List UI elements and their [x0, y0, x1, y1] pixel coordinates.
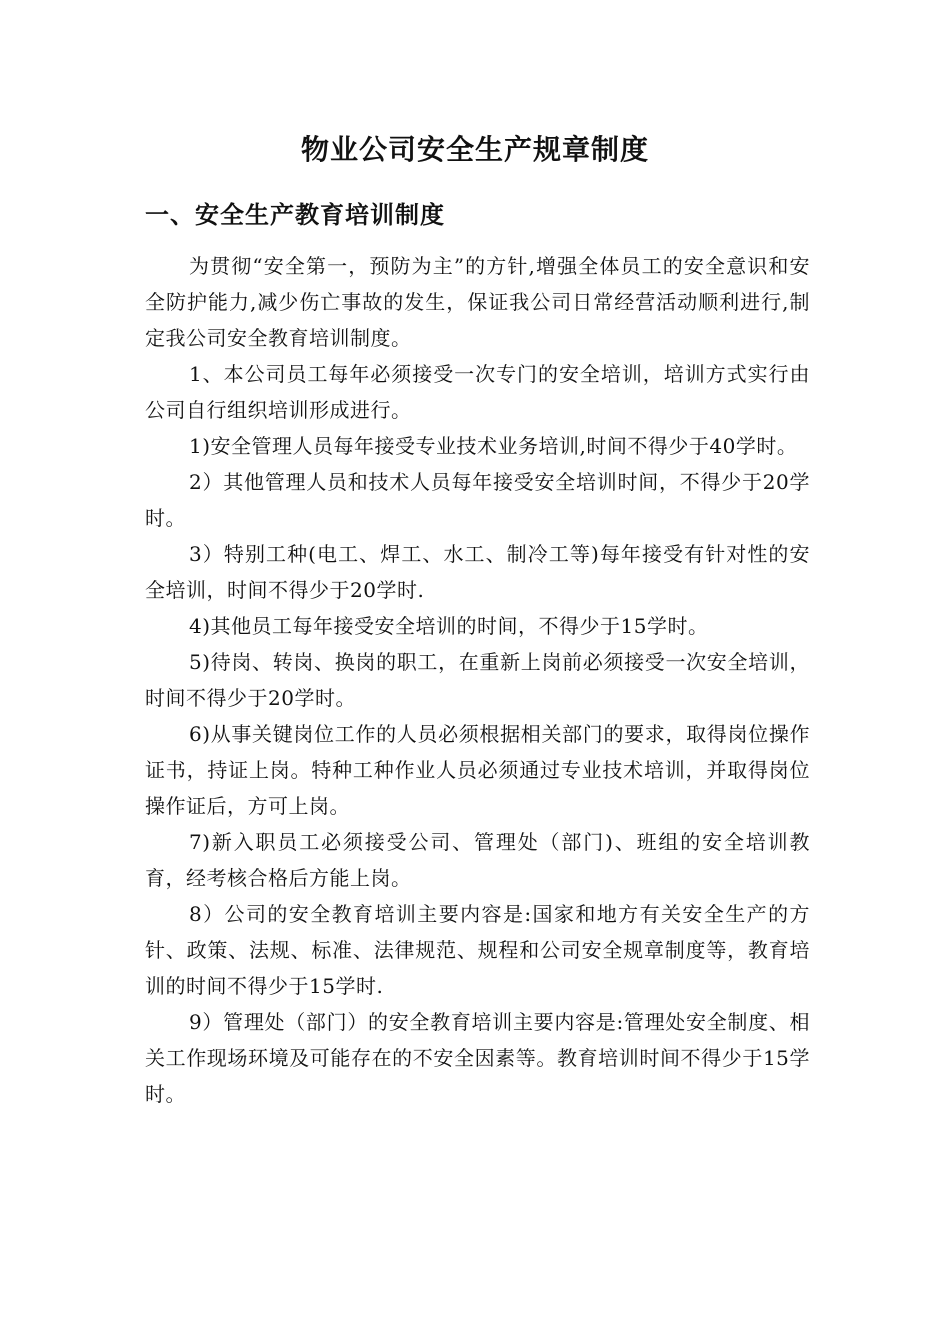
paragraph-item-5: 5)待岗、转岗、换岗的职工，在重新上岗前必须接受一次安全培训，时间不得少于20学时。	[145, 650, 810, 710]
paragraph-item-1: 1)安全管理人员每年接受专业技术业务培训,时间不得少于40学时。	[189, 434, 798, 458]
paragraph-item-9: 9）管理处（部门）的安全教育培训主要内容是:管理处安全制度、相关工作现场环境及可能存在的不安全因素等。教育培训时间不得少于15学时。	[145, 1010, 810, 1106]
paragraph-item-4: 4)其他员工每年接受安全培训的时间，不得少于15学时。	[189, 614, 709, 638]
paragraph-rule-1: 1、本公司员工每年必须接受一次专门的安全培训，培训方式实行由公司自行组织培训形成进行。	[145, 362, 810, 422]
paragraph-item-6: 6)从事关键岗位工作的人员必须根据相关部门的要求，取得岗位操作证书，持证上岗。特种工种作业人员必须通过专业技术培训，并取得岗位操作证后，方可上岗。	[145, 722, 810, 818]
paragraph-item-2: 2）其他管理人员和技术人员每年接受安全培训时间，不得少于20学时。	[145, 470, 810, 530]
paragraph-intro: 为贯彻“安全第一，预防为主”的方针,增强全体员工的安全意识和安全防护能力,减少伤亡事故的发生，保证我公司日常经营活动顺利进行,制定我公司安全教育培训制度。	[145, 254, 810, 350]
paragraph-item-3: 3）特别工种(电工、焊工、水工、制冷工等)每年接受有针对性的安全培训，时间不得少于20学时.	[145, 542, 810, 602]
paragraph-item-8: 8）公司的安全教育培训主要内容是:国家和地方有关安全生产的方针、政策、法规、标准、法律规范、规程和公司安全规章制度等，教育培训的时间不得少于15学时.	[145, 902, 810, 998]
document-title: 物业公司安全生产规章制度	[300, 133, 649, 166]
paragraph-item-7: 7)新入职员工必须接受公司、管理处（部门)、班组的安全培训教育，经考核合格后方能上岗。	[145, 830, 810, 890]
section-heading: 一、安全生产教育培训制度	[145, 200, 445, 229]
document-body	[145, 248, 810, 1112]
